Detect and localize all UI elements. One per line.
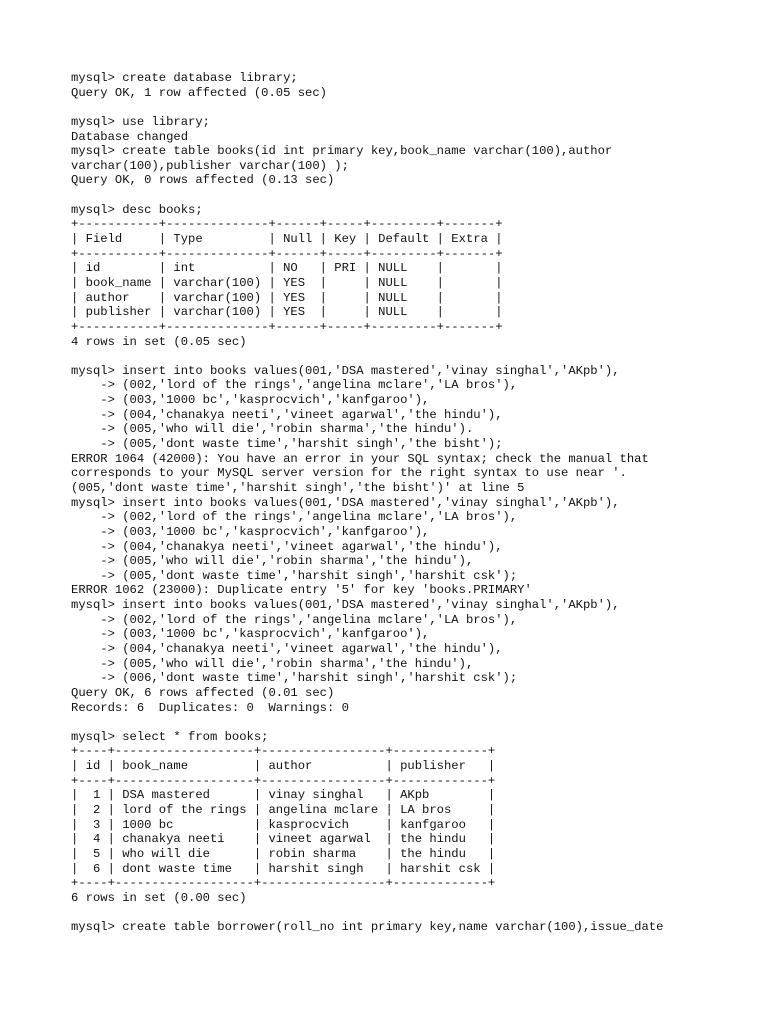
transcript-line: mysql> insert into books values(001,'DSA mastered','vinay singhal','AKpb'), (71, 598, 620, 613)
terminal-transcript (71, 71, 751, 935)
transcript-line: 4 rows in set (0.05 sec) (71, 334, 247, 349)
transcript-line: -> (003,'1000 bc','kasprocvich','kanfgaroo'), (71, 627, 430, 642)
select-table-border: +----+-------------------+-----------------+-------------+ (71, 744, 496, 759)
transcript-line: -> (004,'chanakya neeti','vineet agarwal','the hindu'), (71, 539, 503, 554)
transcript-line: 6 rows in set (0.00 sec) (71, 890, 247, 905)
transcript-line (71, 100, 751, 115)
transcript-line: -> (003,'1000 bc','kasprocvich','kanfgaroo'), (71, 393, 430, 408)
transcript-line: -> (004,'chanakya neeti','vineet agarwal','the hindu'), (71, 407, 503, 422)
transcript-line (71, 188, 751, 203)
transcript-line (71, 715, 751, 730)
transcript-line: -> (002,'lord of the rings','angelina mclare','LA bros'), (71, 378, 518, 393)
transcript-line: -> (005,'dont waste time','harshit singh','harshit csk'); (71, 568, 518, 583)
desc-table-border: +-----------+--------------+------+-----+---------+-------+ (71, 246, 503, 261)
transcript-line: -> (006,'dont waste time','harshit singh','harshit csk'); (71, 671, 518, 686)
select-table-row: | 1 | DSA mastered | vinay singhal | AKpb | (71, 788, 496, 803)
desc-table-row: | publisher | varchar(100) | YES | | NULL | | (71, 305, 503, 320)
select-table-row: | 4 | chanakya neeti | vineet agarwal | the hindu | (71, 832, 496, 847)
transcript-line: mysql> desc books; (71, 202, 203, 217)
transcript-line: mysql> insert into books values(001,'DSA mastered','vinay singhal','AKpb'), (71, 363, 620, 378)
transcript-line (71, 906, 751, 921)
desc-table-border: +-----------+--------------+------+-----+---------+-------+ (71, 319, 503, 334)
transcript-line: mysql> insert into books values(001,'DSA mastered','vinay singhal','AKpb'), (71, 495, 620, 510)
select-table-border: +----+-------------------+-----------------+-------------+ (71, 773, 496, 788)
error-message-line: (005,'dont waste time','harshit singh','the bisht')' at line 5 (71, 480, 525, 495)
select-table-row: | 6 | dont waste time | harshit singh | harshit csk | (71, 861, 496, 876)
transcript-line: -> (005,'who will die','robin sharma','the hindu'). (71, 422, 474, 437)
desc-table-row: | id | int | NO | PRI | NULL | | (71, 261, 503, 276)
transcript-line: Database changed (71, 129, 189, 144)
desc-table-header: | Field | Type | Null | Key | Default | Extra | (71, 232, 503, 247)
transcript-line: -> (004,'chanakya neeti','vineet agarwal','the hindu'), (71, 641, 503, 656)
select-table-border: +----+-------------------+-----------------+-------------+ (71, 876, 496, 891)
transcript-line: -> (002,'lord of the rings','angelina mclare','LA bros'), (71, 612, 518, 627)
select-table-row: | 3 | 1000 bc | kasprocvich | kanfgaroo | (71, 817, 496, 832)
transcript-line: mysql> create table books(id int primary key,book_name varchar(100),author (71, 144, 613, 159)
transcript-line: mysql> create database library; (71, 71, 298, 85)
transcript-line (71, 349, 751, 364)
transcript-line: -> (003,'1000 bc','kasprocvich','kanfgaroo'), (71, 524, 430, 539)
transcript-line: -> (005,'dont waste time','harshit singh','the bisht'); (71, 437, 503, 452)
desc-table-row: | author | varchar(100) | YES | | NULL | | (71, 290, 503, 305)
desc-table-row: | book_name | varchar(100) | YES | | NULL | | (71, 275, 503, 290)
select-table-row: | 5 | who will die | robin sharma | the hindu | (71, 846, 496, 861)
select-table-row: | 2 | lord of the rings | angelina mclare | LA bros | (71, 803, 496, 818)
transcript-line: mysql> use library; (71, 114, 210, 129)
transcript-line: mysql> select * from books; (71, 729, 269, 744)
desc-table-border: +-----------+--------------+------+-----+---------+-------+ (71, 217, 503, 232)
transcript-line: -> (002,'lord of the rings','angelina mclare','LA bros'), (71, 510, 518, 525)
transcript-line: varchar(100),publisher varchar(100) ); (71, 158, 349, 173)
transcript-line: Query OK, 0 rows affected (0.13 sec) (71, 173, 335, 188)
transcript-line: mysql> create table borrower(roll_no int primary key,name varchar(100),issue_date (71, 920, 664, 935)
transcript-line: -> (005,'who will die','robin sharma','the hindu'), (71, 554, 474, 569)
transcript-line: Query OK, 6 rows affected (0.01 sec) (71, 685, 335, 700)
error-message-line: ERROR 1064 (42000): You have an error in your SQL syntax; check the manual that (71, 451, 649, 466)
transcript-line: Query OK, 1 row affected (0.05 sec) (71, 85, 327, 100)
error-message-line: corresponds to your MySQL server version for the right syntax to use near '. (71, 466, 627, 481)
error-message-line: ERROR 1062 (23000): Duplicate entry '5' for key 'books.PRIMARY' (71, 583, 532, 598)
transcript-line: Records: 6 Duplicates: 0 Warnings: 0 (71, 700, 349, 715)
select-table-header: | id | book_name | author | publisher | (71, 759, 496, 774)
transcript-line: -> (005,'who will die','robin sharma','the hindu'), (71, 656, 474, 671)
